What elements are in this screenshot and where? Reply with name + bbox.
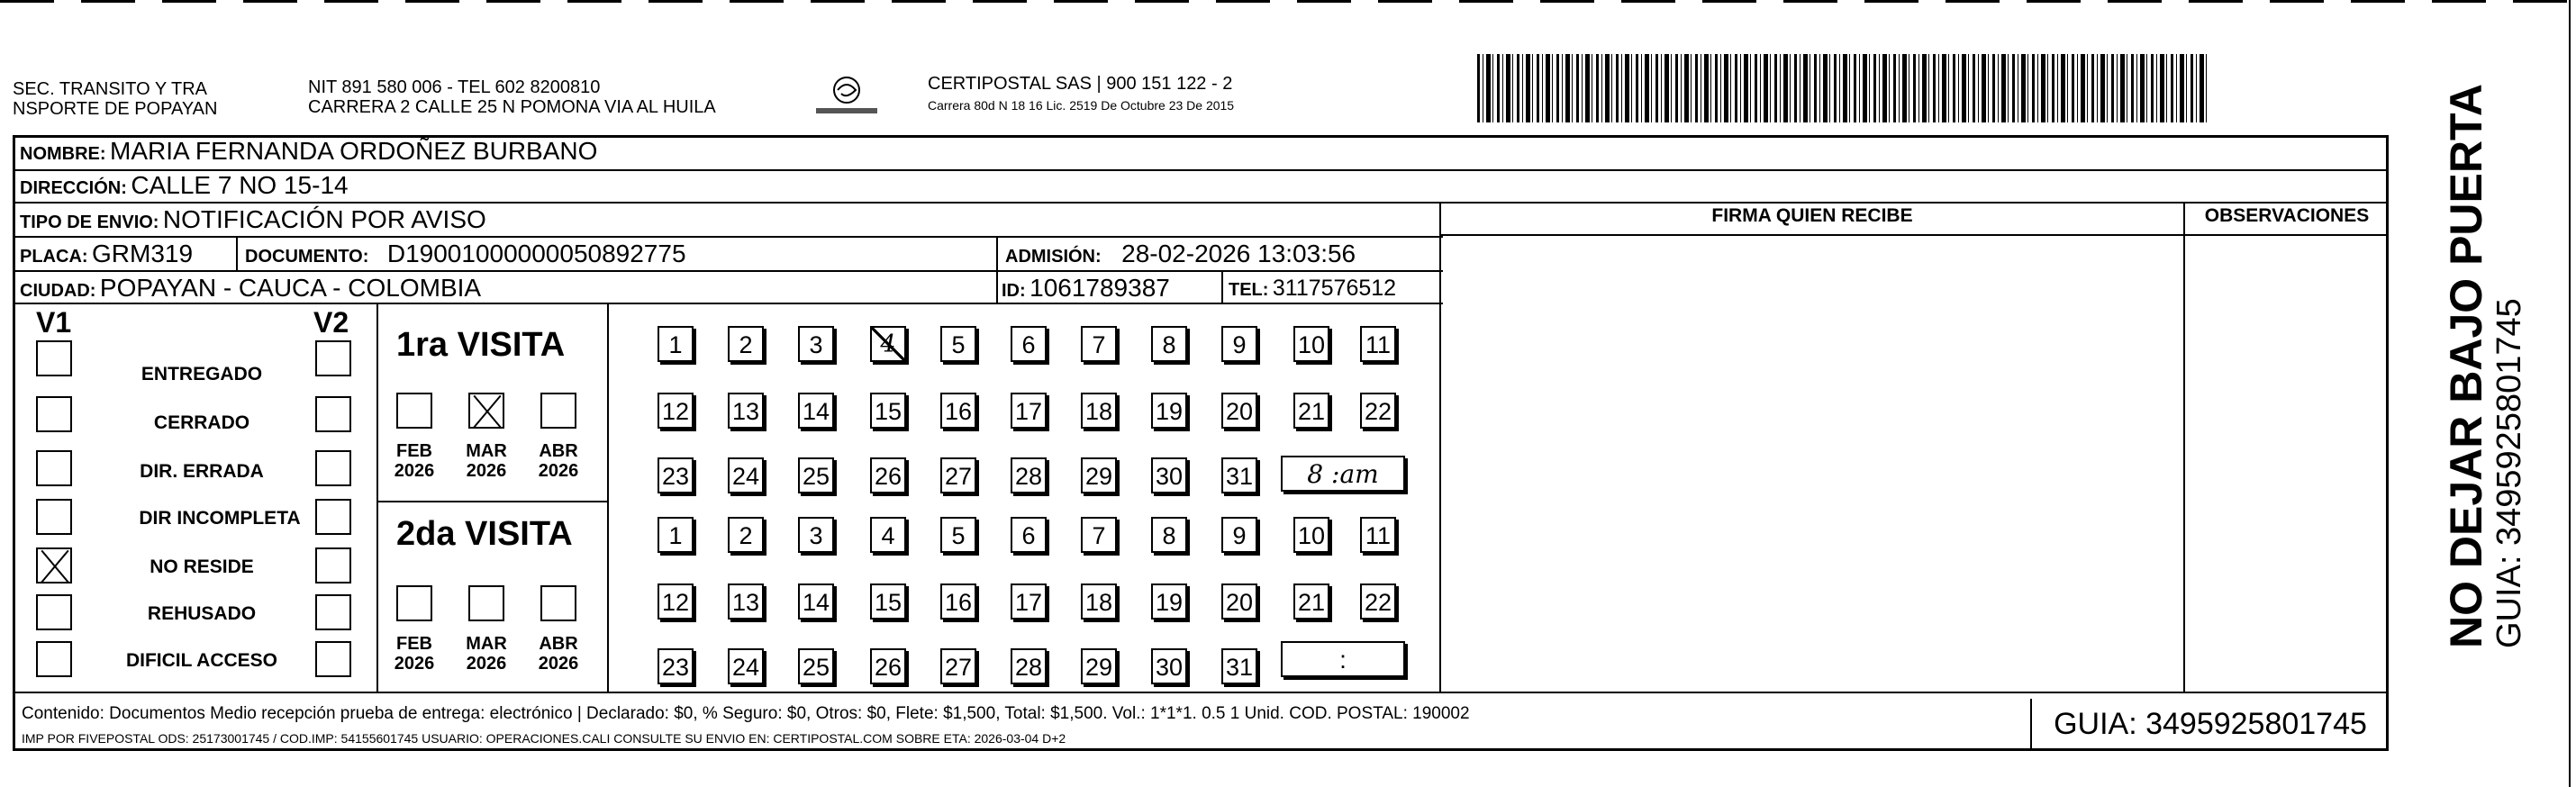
first-visit-day-30[interactable]: 30 <box>1151 457 1187 493</box>
id-value: 1061789387 <box>1029 274 1170 302</box>
first-visit-feb-checkbox[interactable] <box>396 393 432 429</box>
side-label <box>2441 84 2528 648</box>
first-visit-day-4[interactable]: 4 <box>870 326 906 362</box>
nit-line: NIT 891 580 006 - TEL 602 8200810 <box>308 77 601 97</box>
tel-field <box>1229 274 1396 306</box>
status-dir-incompleta: DIR INCOMPLETA <box>139 508 301 529</box>
ciudad-field <box>20 274 481 307</box>
second-visit-day-11[interactable]: 11 <box>1360 517 1396 553</box>
v2-header: V2 <box>313 306 349 339</box>
second-visit-day-13[interactable]: 13 <box>728 583 764 620</box>
second-visit-day-22[interactable]: 22 <box>1360 583 1396 620</box>
v2-dificil-acceso-checkbox[interactable] <box>315 641 351 677</box>
second-visit-day-5[interactable]: 5 <box>940 517 976 553</box>
first-visit-day-6[interactable]: 6 <box>1011 326 1047 362</box>
status-dir-errada: DIR. ERRADA <box>140 461 264 482</box>
first-month-feb: FEB 2026 <box>394 441 435 481</box>
ciudad-value: POPAYAN - CAUCA - COLOMBIA <box>99 274 482 302</box>
id-field <box>1002 274 1170 307</box>
status-entregado: ENTREGADO <box>141 364 263 384</box>
nombre-value: MARIA FERNANDA ORDOÑEZ BURBANO <box>110 137 598 165</box>
first-visit-day-20[interactable]: 20 <box>1221 393 1257 429</box>
first-visit-day-7[interactable]: 7 <box>1081 326 1117 362</box>
second-visit-day-3[interactable]: 3 <box>798 517 834 553</box>
tipo-value: NOTIFICACIÓN POR AVISO <box>162 205 486 233</box>
placa-field <box>20 240 193 273</box>
admision-value: 28-02-2026 13:03:56 <box>1121 240 1356 267</box>
courier-address: Carrera 80d N 18 16 Lic. 2519 De Octubre 23 De 2015 <box>928 98 1235 113</box>
cut-line-top <box>0 0 2576 3</box>
first-month-mar: MAR 2026 <box>466 441 507 481</box>
firma-header: FIRMA QUIEN RECIBE <box>1711 205 1913 226</box>
first-visit-day-12[interactable]: 12 <box>658 393 694 429</box>
v1-no-reside-checkbox-checked[interactable] <box>36 547 72 583</box>
first-visit-day-3[interactable]: 3 <box>798 326 834 362</box>
id-label: ID: <box>1002 281 1026 301</box>
first-visit-day-26[interactable]: 26 <box>870 457 906 493</box>
second-visit-day-15[interactable]: 15 <box>870 583 906 620</box>
first-visit-day-19[interactable]: 19 <box>1151 393 1187 429</box>
first-visit-time-field[interactable]: 8 :am <box>1281 456 1405 492</box>
second-visit-day-26[interactable]: 26 <box>870 648 906 684</box>
second-visit-day-16[interactable]: 16 <box>940 583 976 620</box>
second-visit-day-30[interactable]: 30 <box>1151 648 1187 684</box>
second-visit-day-7[interactable]: 7 <box>1081 517 1117 553</box>
footer-guia: GUIA: 3495925801745 <box>2030 699 2389 749</box>
v2-no-reside-checkbox[interactable] <box>315 547 351 583</box>
first-visit-day-1[interactable]: 1 <box>658 326 694 362</box>
second-visit-day-24[interactable]: 24 <box>728 648 764 684</box>
v1-header: V1 <box>36 306 72 339</box>
address-line: CARRERA 2 CALLE 25 N POMONA VIA AL HUILA <box>308 97 716 117</box>
v2-dir-errada-checkbox[interactable] <box>315 450 351 486</box>
admision-field <box>1005 240 1356 273</box>
v1-dir-errada-checkbox[interactable] <box>36 450 72 486</box>
first-visit-day-23[interactable]: 23 <box>658 457 694 493</box>
footer-contents: Contenido: Documentos Medio recepción prueba de entrega: electrónico | Declarado: $0, % Seguro: $0, Otros: $0, Flete: $1,500, Total: $1,500. Vol.: 1*1*1. 0.5 1 Unid. COD. POSTAL: 190002 <box>22 704 1470 723</box>
first-visit-day-15[interactable]: 15 <box>870 393 906 429</box>
v2-cerrado-checkbox[interactable] <box>315 396 351 432</box>
second-month-mar: MAR 2026 <box>466 634 507 674</box>
issuer-line-1: SEC. TRANSITO Y TRA <box>13 79 207 99</box>
second-visit-day-12[interactable]: 12 <box>658 583 694 620</box>
second-visit-day-2[interactable]: 2 <box>728 517 764 553</box>
first-visit-day-17[interactable]: 17 <box>1011 393 1047 429</box>
second-visit-day-18[interactable]: 18 <box>1081 583 1117 620</box>
first-visit-mar-checkbox-checked[interactable] <box>468 393 504 429</box>
second-visit-day-14[interactable]: 14 <box>798 583 834 620</box>
first-visit-day-13[interactable]: 13 <box>728 393 764 429</box>
second-visit-day-23[interactable]: 23 <box>658 648 694 684</box>
observaciones-header: OBSERVACIONES <box>2204 205 2370 226</box>
placa-value: GRM319 <box>92 240 194 267</box>
second-month-abr: ABR 2026 <box>538 634 579 674</box>
second-visit-day-25[interactable]: 25 <box>798 648 834 684</box>
first-visit-day-2[interactable]: 2 <box>728 326 764 362</box>
v2-entregado-checkbox[interactable] <box>315 340 351 376</box>
first-visit-day-28[interactable]: 28 <box>1011 457 1047 493</box>
first-visit-day-22[interactable]: 22 <box>1360 393 1396 429</box>
second-visit-day-28[interactable]: 28 <box>1011 648 1047 684</box>
documento-field <box>245 240 686 273</box>
courier-logo <box>811 72 883 122</box>
side-guia: GUIA: 3495925801745 <box>2490 298 2528 648</box>
second-month-feb: FEB 2026 <box>394 634 435 674</box>
second-visit-day-9[interactable]: 9 <box>1221 517 1257 553</box>
second-visit-day-29[interactable]: 29 <box>1081 648 1117 684</box>
admision-label: ADMISIÓN: <box>1005 247 1102 267</box>
second-visit-day-31[interactable]: 31 <box>1221 648 1257 684</box>
placa-label: PLACA: <box>20 247 88 267</box>
tipo-label: TIPO DE ENVIO: <box>20 213 159 232</box>
first-visit-day-31[interactable]: 31 <box>1221 457 1257 493</box>
first-visit-abr-checkbox[interactable] <box>540 393 576 429</box>
second-visit-day-20[interactable]: 20 <box>1221 583 1257 620</box>
second-visit-day-21[interactable]: 21 <box>1293 583 1329 620</box>
first-visit-day-24[interactable]: 24 <box>728 457 764 493</box>
footer-print-info: IMP POR FIVEPOSTAL ODS: 25173001745 / COD.IMP: 54155601745 USUARIO: OPERACIONES.CALI CONSULTE SU ENVIO EN: CERTIPOSTAL.COM SOBRE ETA: 2026-03-04 D+2 <box>22 731 1066 746</box>
direccion-value: CALLE 7 NO 15-14 <box>131 171 349 199</box>
barcode <box>1477 54 2207 122</box>
v2-rehusado-checkbox[interactable] <box>315 594 351 630</box>
second-visit-day-10[interactable]: 10 <box>1293 517 1329 553</box>
status-rehusado: REHUSADO <box>147 603 257 624</box>
tel-value: 3117576512 <box>1272 276 1397 301</box>
first-visit-day-27[interactable]: 27 <box>940 457 976 493</box>
second-visit-title: 2da VISITA <box>396 515 573 553</box>
first-visit-day-9[interactable]: 9 <box>1221 326 1257 362</box>
first-visit-day-21[interactable]: 21 <box>1293 393 1329 429</box>
v1-cerrado-checkbox[interactable] <box>36 396 72 432</box>
first-visit-day-8[interactable]: 8 <box>1151 326 1187 362</box>
v1-dificil-acceso-checkbox[interactable] <box>36 641 72 677</box>
first-month-abr: ABR 2026 <box>538 441 579 481</box>
first-visit-day-29[interactable]: 29 <box>1081 457 1117 493</box>
first-visit-day-14[interactable]: 14 <box>798 393 834 429</box>
side-warning: NO DEJAR BAJO PUERTA <box>2441 84 2491 648</box>
status-dificil-acceso: DIFICIL ACCESO <box>125 650 277 671</box>
v1-dir-incompleta-checkbox[interactable] <box>36 499 72 535</box>
v1-rehusado-checkbox[interactable] <box>36 594 72 630</box>
second-visit-time-field[interactable]: : <box>1281 641 1405 677</box>
second-visit-abr-checkbox[interactable] <box>540 585 576 621</box>
v2-dir-incompleta-checkbox[interactable] <box>315 499 351 535</box>
cut-line-right <box>2569 0 2571 787</box>
status-no-reside: NO RESIDE <box>150 556 254 577</box>
second-visit-day-6[interactable]: 6 <box>1011 517 1047 553</box>
ciudad-label: CIUDAD: <box>20 281 96 301</box>
second-visit-day-17[interactable]: 17 <box>1011 583 1047 620</box>
second-visit-day-4[interactable]: 4 <box>870 517 906 553</box>
second-visit-mar-checkbox[interactable] <box>468 585 504 621</box>
nombre-label: NOMBRE: <box>20 144 106 164</box>
first-visit-day-16[interactable]: 16 <box>940 393 976 429</box>
first-visit-day-10[interactable]: 10 <box>1293 326 1329 362</box>
second-visit-day-1[interactable]: 1 <box>658 517 694 553</box>
status-cerrado: CERRADO <box>153 412 250 433</box>
second-visit-feb-checkbox[interactable] <box>396 585 432 621</box>
direccion-label: DIRECCIÓN: <box>20 178 127 198</box>
documento-value: D19001000000050892775 <box>386 240 686 267</box>
documento-label: DOCUMENTO: <box>245 247 369 267</box>
first-visit-day-18[interactable]: 18 <box>1081 393 1117 429</box>
second-visit-day-19[interactable]: 19 <box>1151 583 1187 620</box>
tipo-row <box>20 205 486 239</box>
v1-entregado-checkbox[interactable] <box>36 340 72 376</box>
first-visit-title: 1ra VISITA <box>396 326 566 364</box>
first-visit-day-11[interactable]: 11 <box>1360 326 1396 362</box>
first-visit-day-25[interactable]: 25 <box>798 457 834 493</box>
direccion-row <box>20 171 349 204</box>
second-visit-day-8[interactable]: 8 <box>1151 517 1187 553</box>
tel-label: TEL: <box>1229 280 1269 300</box>
issuer-line-2: NSPORTE DE POPAYAN <box>13 99 218 119</box>
nombre-row <box>20 137 597 170</box>
first-visit-day-5[interactable]: 5 <box>940 326 976 362</box>
second-visit-day-27[interactable]: 27 <box>940 648 976 684</box>
courier-name: CERTIPOSTAL SAS | 900 151 122 - 2 <box>928 74 1233 94</box>
